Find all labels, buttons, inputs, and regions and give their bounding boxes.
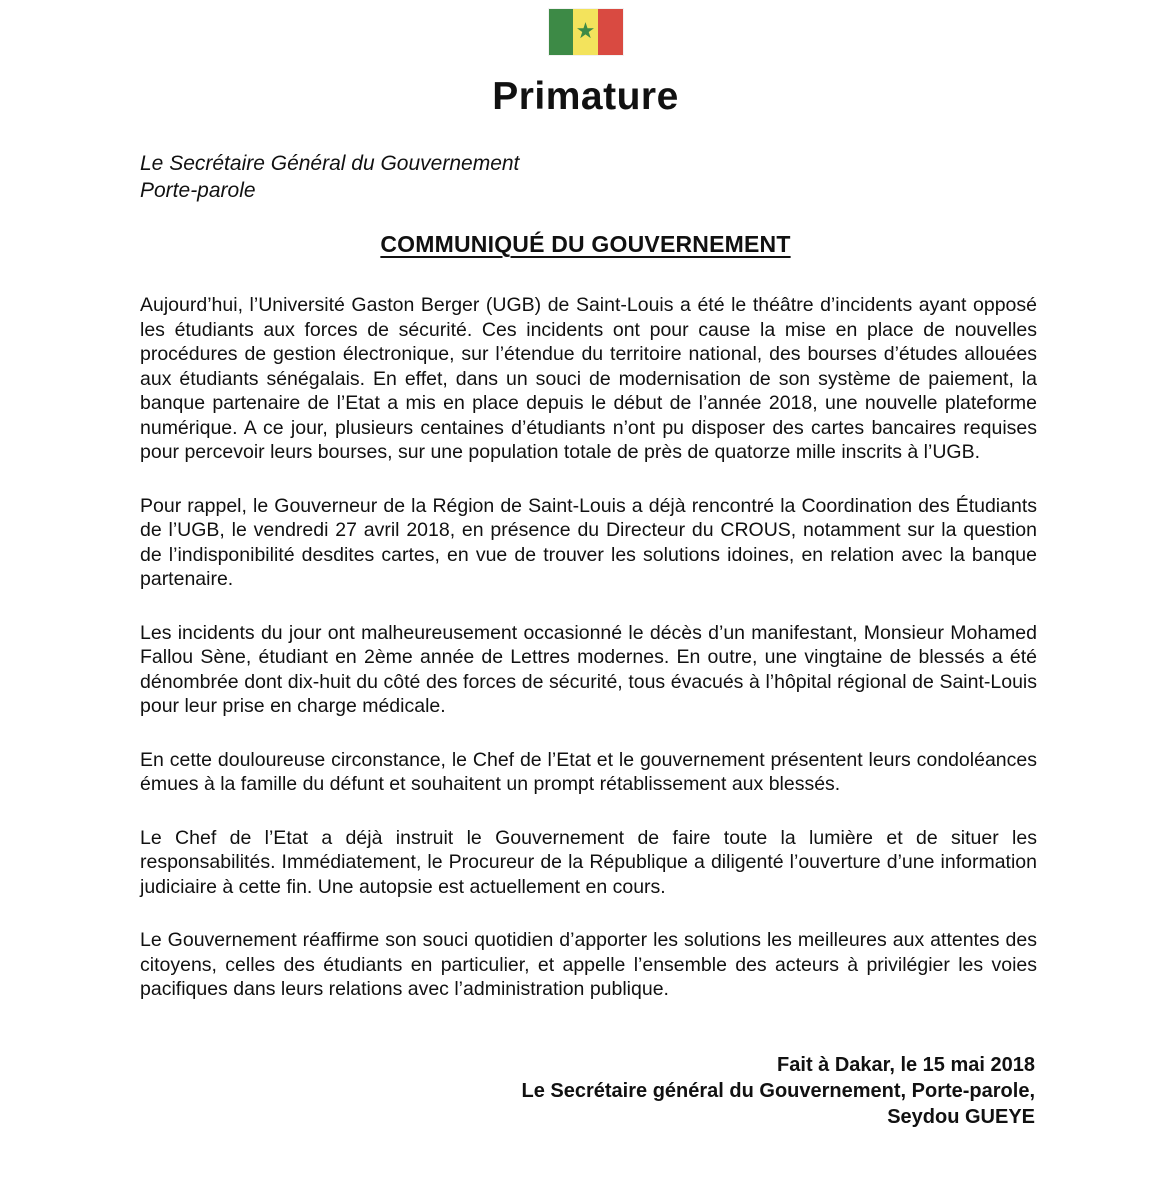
paragraph-enquete: Le Chef de l’Etat a déjà instruit le Gouvernement de faire toute la lumière et de situer les responsabilités. Immédiatement, le Procureur de la République a diligenté l’ouverture d’une information judiciaire à cette fin. Une autopsie est actuellement en cours. [140,826,1037,898]
page-title: Primature [492,75,679,118]
paragraph-deces: Les incidents du jour ont malheureusement occasionné le décès d’un manifestant, Monsieur Mohamed Fallou Sène, étudiant en 2ème année de Lettres modernes. En outre, une vingtaine de blessés a été dénombrée dont dix-huit du côté des forces de sécurité, tous évacués à l’hôpital régional de Saint-Louis pour leur prise en charge médicale. [140,621,1037,717]
signature-block [138,1052,1035,1130]
signature-role-line: Le Secrétaire général du Gouvernement, Porte-parole, [521,1079,1035,1102]
document-body [140,293,1037,1002]
signature-date-line: Fait à Dakar, le 15 mai 2018 [777,1053,1035,1076]
paragraph-rappel: Pour rappel, le Gouverneur de la Région de Saint-Louis a déjà rencontré la Coordination des Étudiants de l’UGB, le vendredi 27 avril 2018, en présence du Directeur du CROUS, notamment sur la question de l’indisponibilité desdites cartes, en vue de trouver les solutions idoines, en relation avec la banque partenaire. [140,494,1037,590]
secretary-title-line: Le Secrétaire Général du Gouvernement [140,152,520,175]
secretary-header [140,150,1171,204]
paragraph-conclusion: Le Gouvernement réaffirme son souci quotidien d’apporter les solutions les meilleures aux attentes des citoyens, celles des étudiants en particulier, et appelle l’ensemble des acteurs à privilégier les voies pacifiques dans leurs relations avec l’administration publique. [140,929,1037,1000]
signature-name-line: Seydou GUEYE [887,1105,1035,1128]
flag-star-icon: ★ [575,18,596,44]
paragraph-condoleances: En cette douloureuse circonstance, le Chef de l’Etat et le gouvernement présentent leurs condoléances émues à la famille du défunt et souhaitent un prompt rétablissement aux blessés. [140,748,1037,795]
spokesperson-line: Porte-parole [140,179,256,202]
senegal-flag-icon [549,9,623,55]
paragraph-incidents: Aujourd’hui, l’Université Gaston Berger (UGB) de Saint-Louis a été le théâtre d’incidents ayant opposé les étudiants aux forces de sécurité. Ces incidents ont pour cause la mise en place de nouvelles procédures de gestion électronique, sur l’étendue du territoire national, des bourses d’études allouées aux étudiants sénégalais. En effet, dans un souci de modernisation de son système de paiement, la banque partenaire de l’Etat a mis en place depuis le début de l’année 2018, une nouvelle plateforme numérique. A ce jour, plusieurs centaines d’étudiants n’ont pu disposer des cartes bancaires requises pour percevoir leurs bourses, sur une population totale de près de quatorze mille inscrits à l’UGB. [140,294,1037,463]
document-title: COMMUNIQUÉ DU GOUVERNEMENT [380,231,791,257]
